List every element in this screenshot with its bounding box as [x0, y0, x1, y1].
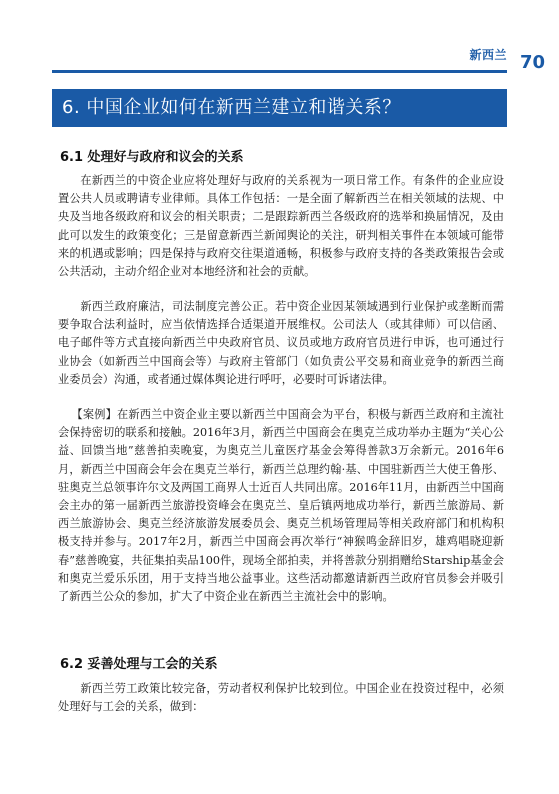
- section-heading-6-1: 6.1 处理好与政府和议会的关系: [60, 150, 244, 165]
- case-study-paragraph: 【案例】在新西兰中资企业主要以新西兰中国商会为平台，积极与新西兰政府和主流社会保持密切的联系和接触。2016年3月，新西兰中国商会在奥克兰成功举办主题为“关心公益、回馈当地”慈善拍卖晚宴，为奥克兰儿童医疗基金会筹得善款3万余新元。2016年6月，新西兰中国商会年会在奥克兰举行，新西兰总理约翰·基、中国驻新西兰大使王鲁彤、驻奥克兰总领事许尔文及两国工商界人士近百人共同出席。2016年11月，由新西兰中国商会主办的第一届新西兰旅游投资峰会在奥克兰、皇后镇两地成功举行，新西兰旅游局、新西兰旅游协会、奥克兰经济旅游发展委员会、奥克兰机场管理局等相关政府部门和机构积极支持并参与。2017年2月，新西兰中国商会再次举行“神猴鸣金辞旧岁，雄鸡唱晓迎新春”慈善晚宴，共征集拍卖品100件，现场全部拍卖，并将善款分别捐赠给Starship基金会和奥克兰爱乐乐团，用于支持当地公益事业。这些活动都邀请新西兰政府官员参会并吸引了新西兰公众的参加，扩大了中资企业在新西兰主流社会中的影响。: [58, 408, 504, 604]
- body-paragraph: 新西兰政府廉洁，司法制度完善公正。若中资企业因某领域遇到行业保护或垄断而需要争取合法利益时，应当依情选择合适渠道开展维权。公司法人（或其律师）可以信函、电子邮件等方式直接向新西兰中央政府官员、议员或地方政府官员进行申诉，也可通过行业协会（如新西兰中国商会等）与政府主管部门（如负责公平交易和商业竞争的新西兰商业委员会）沟通，或者通过媒体舆论进行呼吁，必要时可诉诸法律。: [58, 300, 504, 386]
- chapter-title-banner: 6. 中国企业如何在新西兰建立和谐关系？: [52, 89, 507, 127]
- body-paragraph: 新西兰劳工政策比较完备，劳动者权利保护比较到位。中国企业在投资过程中，必须处理好与工会的关系，做到：: [58, 682, 504, 714]
- body-paragraph: 在新西兰的中资企业应将处理好与政府的关系视为一项日常工作。有条件的企业应设置公共人员或聘请专业律师。具体工作包括：一是全面了解新西兰在相关领域的法规、中央及当地各级政府和议会的相关职责；二是跟踪新西兰各级政府的选举和换届情况，及由此可以发生的政策变化；三是留意新西兰新闻舆论的关注，研判相关事件在本领域可能带来的机遇或影响；四是保持与政府交往渠道通畅，积极参与政府支持的各类政策报告会或公共活动，主动介绍企业对本地经济和社会的贡献。: [58, 174, 504, 279]
- running-header-title: 新西兰: [469, 48, 507, 62]
- header-rule: [52, 70, 507, 73]
- section-heading-6-2: 6.2 妥善处理与工会的关系: [60, 657, 218, 672]
- page-number: 70: [519, 52, 545, 73]
